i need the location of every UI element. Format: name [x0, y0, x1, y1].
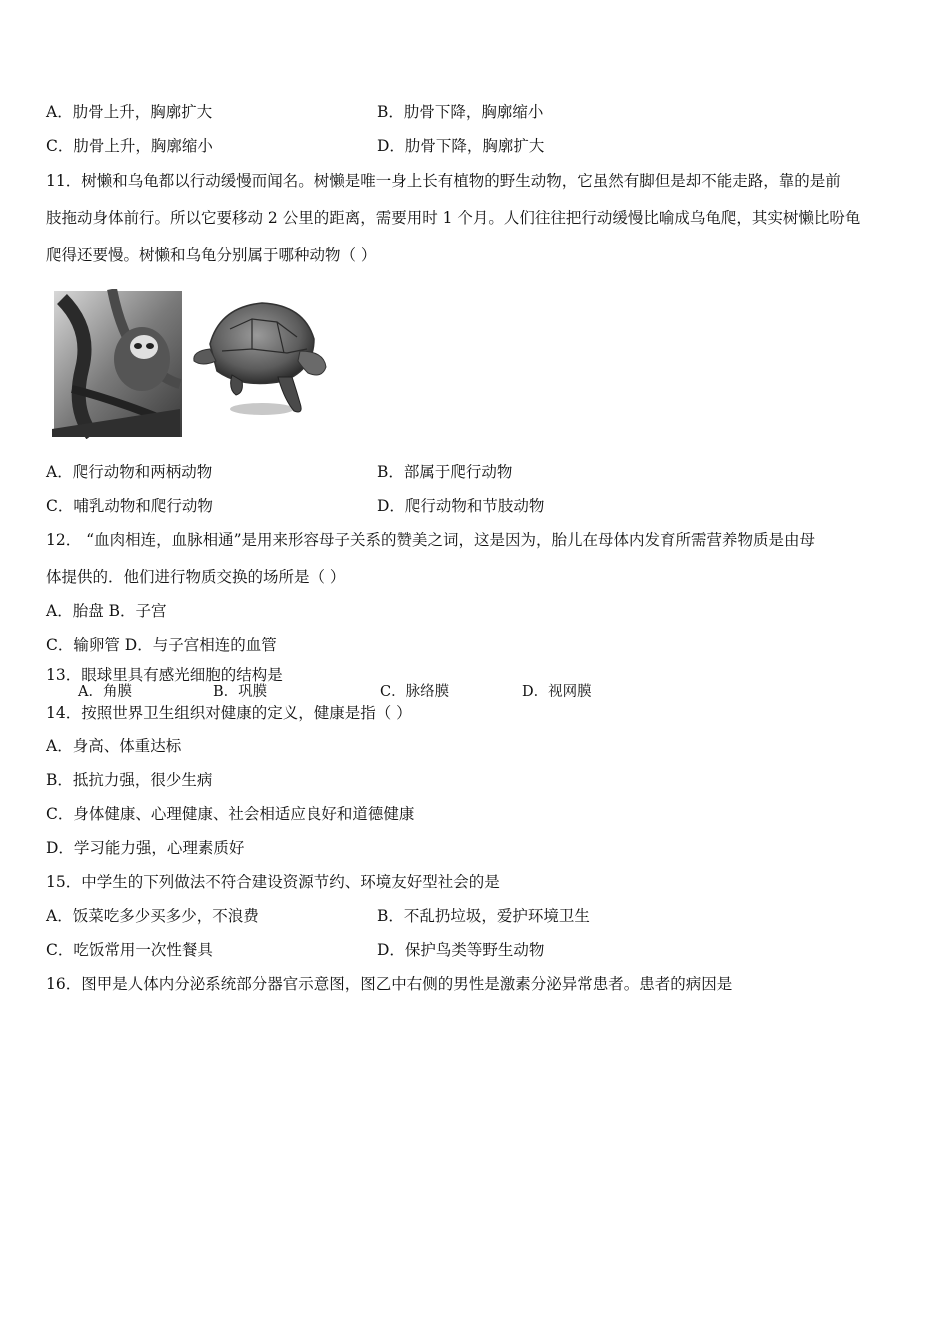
q10-option-a: A．肋骨上升，胸廓扩大 [46, 103, 213, 121]
q12-options-cd: C．输卵管 D．与子宫相连的血管 [46, 636, 277, 654]
q14-option-d: D．学习能力强，心理素质好 [46, 839, 245, 857]
q13-option-c: C．脉络膜 [380, 684, 450, 700]
q11-option-b: B．部属于爬行动物 [377, 463, 513, 481]
q11-stem-line2: 肢拖动身体前行。所以它要移动 2 公里的距离，需要用时 1 个月。人们往往把行动缓慢比喻成乌龟爬，其实树懒比吩龟 [46, 209, 861, 227]
q14-option-a: A．身高、体重达标 [46, 737, 182, 755]
q11-option-c: C．哺乳动物和爬行动物 [46, 497, 213, 515]
q15-stem: 15．中学生的下列做法不符合建设资源节约、环境友好型社会的是 [46, 873, 500, 891]
q14-option-c: C．身体健康、心理健康、社会相适应良好和道德健康 [46, 805, 415, 823]
q14-stem: 14．按照世界卫生组织对健康的定义，健康是指（ ） [46, 704, 412, 722]
sloth-turtle-image [52, 289, 330, 439]
q11-option-a: A．爬行动物和两柄动物 [46, 463, 213, 481]
q11-stem-line1: 11．树懒和乌龟都以行动缓慢而闻名。树懒是唯一身上长有植物的野生动物，它虽然有脚但是却不能走路，靠的是前 [46, 172, 841, 190]
sloth-photo [52, 289, 182, 437]
q11-option-d: D．爬行动物和节肢动物 [377, 497, 545, 515]
q12-options-ab: A．胎盘 B．子宫 [46, 602, 167, 620]
q15-option-a: A．饭菜吃多少买多少，不浪费 [46, 907, 259, 925]
q13-option-d: D．视网膜 [522, 684, 592, 700]
q16-stem: 16．图甲是人体内分泌系统部分器官示意图，图乙中右侧的男性是激素分泌异常患者。患者的病因是 [46, 975, 733, 993]
q15-option-d: D．保护鸟类等野生动物 [377, 941, 545, 959]
turtle-photo [194, 303, 326, 415]
q13-option-b: B．巩膜 [213, 684, 268, 700]
q10-option-c: C．肋骨上升，胸廓缩小 [46, 137, 213, 155]
q11-stem-line3: 爬得还要慢。树懒和乌龟分别属于哪种动物（ ） [46, 246, 377, 264]
q12-stem-line1: 12． “血肉相连，血脉相通”是用来形容母子关系的赞美之词，这是因为，胎儿在母体内发育所需营养物质是由母 [46, 531, 816, 549]
q12-stem-line2: 体提供的．他们进行物质交换的场所是（ ） [46, 568, 346, 586]
q14-option-b: B．抵抗力强，很少生病 [46, 771, 213, 789]
q10-option-d: D．肋骨下降，胸廓扩大 [377, 137, 545, 155]
q13-option-a: A．角膜 [78, 684, 132, 700]
q13-stem: 13．眼球里具有感光细胞的结构是 [46, 666, 283, 684]
q15-option-c: C．吃饭常用一次性餐具 [46, 941, 213, 959]
q10-option-b: B．肋骨下降，胸廓缩小 [377, 103, 544, 121]
q15-option-b: B．不乱扔垃圾，爱护环境卫生 [377, 907, 590, 925]
sloth-turtle-figure [52, 289, 330, 439]
